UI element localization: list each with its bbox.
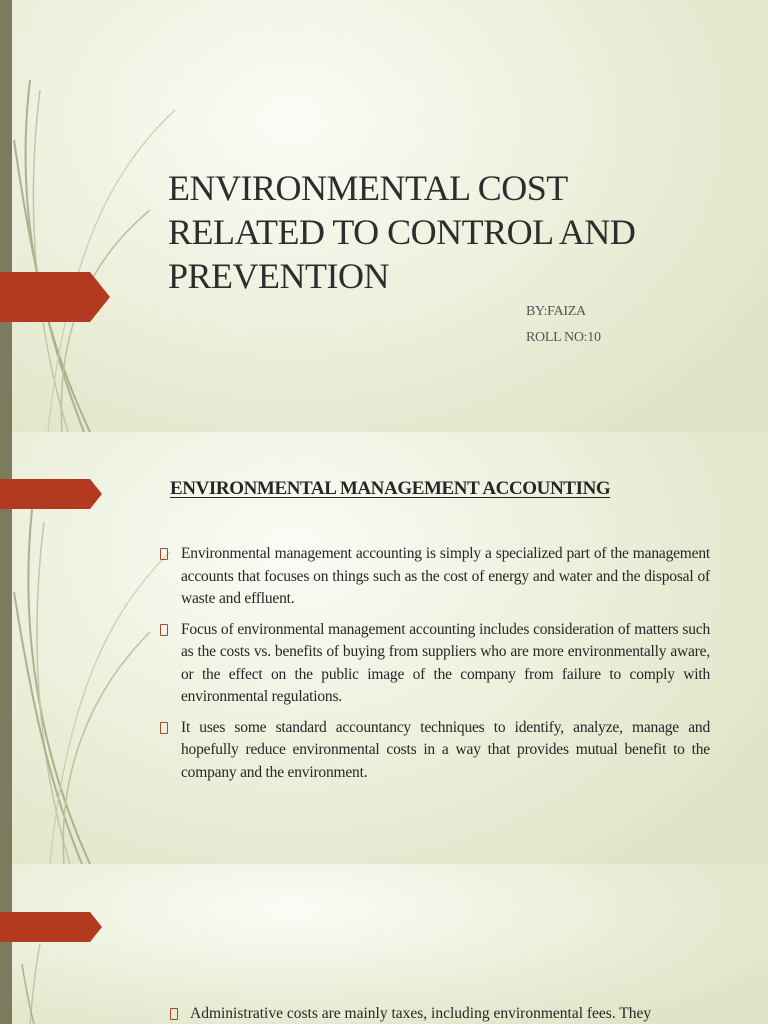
bullet-icon (160, 624, 168, 636)
list-item: Administrative costs are mainly taxes, including environmental fees. They (168, 1003, 750, 1025)
slide-title: ENVIRONMENTAL COST RELATED TO CONTROL AND PREVENTION (168, 168, 636, 296)
bullet-icon (160, 548, 168, 560)
title-slide (0, 0, 768, 432)
vine-decoration (0, 864, 200, 1024)
bullet-list (160, 543, 710, 792)
section-heading: ENVIRONMENTAL MANAGEMENT ACCOUNTING (170, 478, 611, 499)
accent-tab (0, 479, 102, 509)
roll-number-text: ROLL NO:10 (526, 330, 601, 345)
bullet-icon (170, 1008, 178, 1020)
accent-tab (0, 912, 102, 942)
list-item: Environmental management accounting is simply a specialized part of the management accounts that focuses on things such as the cost of energy and water and the disposal of waste and effluent. (160, 543, 710, 611)
list-item: Focus of environmental management accounting includes consideration of matters such as the costs vs. benefits of buying from suppliers who are more environmentally aware, or the effect on the public image of the company from failure to comply with environmental regulations. (160, 619, 710, 709)
author-text: BY:FAIZA (526, 304, 586, 319)
partial-slide (0, 864, 768, 1024)
accent-tab (0, 272, 110, 322)
bullet-icon (160, 722, 168, 734)
list-item: It uses some standard accountancy techniques to identify, analyze, manage and hopefully reduce environmental costs in a way that provides mutual benefit to the company and the environment. (160, 717, 710, 785)
